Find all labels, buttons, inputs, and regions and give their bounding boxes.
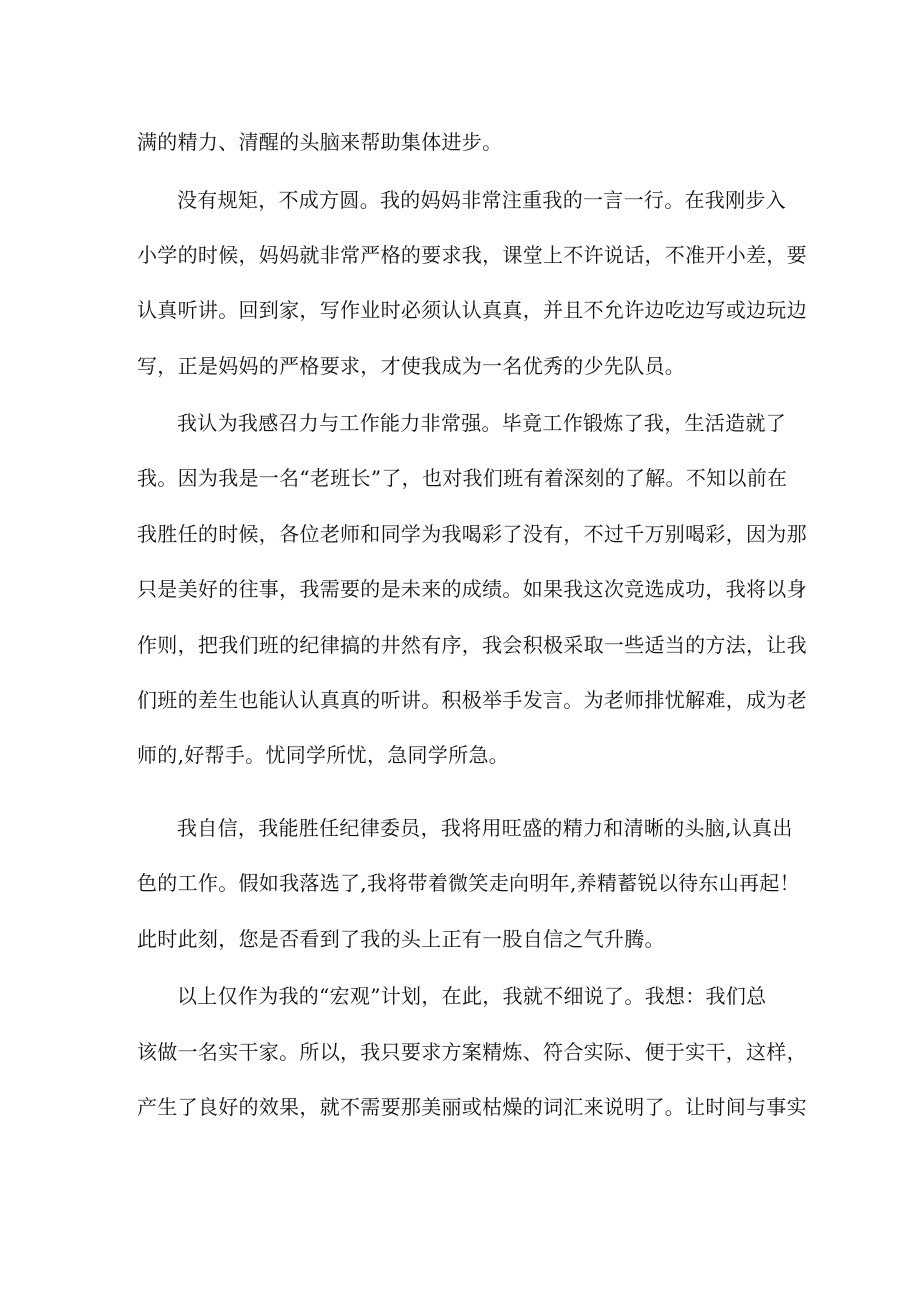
text-line: 该做一名实干家。所以，我只要求方案精炼、符合实际、便于实干，这样， [137,1040,807,1064]
text-line: 我胜任的时候，各位老师和同学为我喝彩了没有，不过千万别喝彩，因为那 [137,522,807,546]
paragraph-first-line: 没有规矩，不成方圆。我的妈妈非常注重我的一言一行。在我刚步入 [177,188,786,212]
text-line: 写，正是妈妈的严格要求，才使我成为一名优秀的少先队员。 [137,354,686,378]
paragraph-first-line: 我自信，我能胜任纪律委员，我将用旺盛的精力和清晰的头脑,认真出 [177,816,793,840]
text-line: 师的,好帮手。忧同学所忧，急同学所急。 [137,743,510,767]
text-line: 小学的时候，妈妈就非常严格的要求我，课堂上不许说话，不准开小差，要 [137,243,807,267]
paragraph-first-line: 我认为我感召力与工作能力非常强。毕竟工作锻炼了我，生活造就了 [177,411,786,435]
text-line: 我。因为我是一名“老班长”了，也对我们班有着深刻的了解。不知以前在 [137,466,788,490]
text-line: 色的工作。假如我落选了,我将带着微笑走向明年,养精蓄锐以待东山再起！ [137,871,800,895]
text-line: 此时此刻，您是否看到了我的头上正有一股自信之气升腾。 [137,927,665,951]
text-line: 认真听讲。回到家，写作业时必须认认真真，并且不允许边吃边写或边玩边 [137,298,807,322]
text-line: 作则，把我们班的纪律搞的井然有序，我会积极采取一些适当的方法，让我 [137,633,807,657]
text-line: 满的精力、清醒的头脑来帮助集体进步。 [137,130,503,154]
text-line: 产生了良好的效果，就不需要那美丽或枯燥的词汇来说明了。让时间与事实 [137,1095,807,1119]
text-line: 只是美好的往事，我需要的是未来的成绩。如果我这次竞选成功，我将以身 [137,577,807,601]
text-line: 们班的差生也能认认真真的听讲。积极举手发言。为老师排忧解难，成为老 [137,688,807,712]
paragraph-first-line: 以上仅作为我的“宏观”计划，在此，我就不细说了。我想：我们总 [177,984,767,1008]
